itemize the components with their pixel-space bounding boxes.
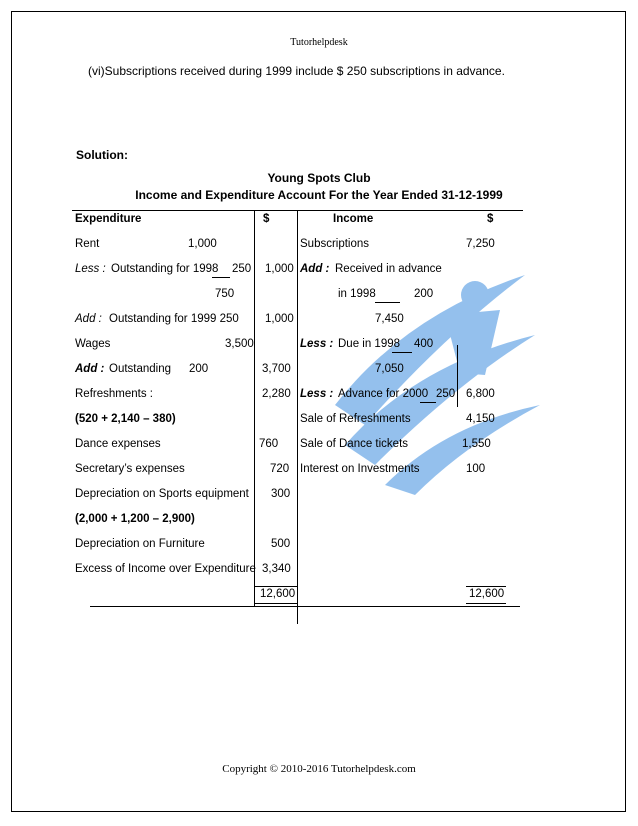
header-exp-currency: $ xyxy=(263,213,270,225)
wages-total: 3,700 xyxy=(262,363,291,375)
sale-dance-label: Sale of Dance tickets xyxy=(300,438,409,450)
solution-label: Solution: xyxy=(76,148,128,162)
outstanding-1998-amount: 250 xyxy=(232,263,252,275)
secretary-label: Secretary’s expenses xyxy=(75,463,185,475)
column-divider-exp-amount xyxy=(254,210,255,606)
dep-sports-calc: (2,000 + 1,200 – 2,900) xyxy=(75,513,195,525)
dance-amount: 760 xyxy=(259,438,279,450)
column-divider-middle xyxy=(297,210,298,624)
rent-amount: 1,000 xyxy=(188,238,217,250)
due-1998-amount: 400 xyxy=(414,338,434,350)
header-inc-currency: $ xyxy=(487,213,494,225)
dep-sports-amount: 300 xyxy=(271,488,291,500)
underline-due-1998 xyxy=(392,352,412,353)
question-note: (vi)Subscriptions received during 1999 include $ 250 subscriptions in advance. xyxy=(88,64,505,78)
excess-label: Excess of Income over Expenditure xyxy=(75,563,256,575)
wages-label: Wages xyxy=(75,338,111,350)
sale-refreshments-amount: 4,150 xyxy=(466,413,495,425)
outstanding-1998-label: Outstanding for 1998 xyxy=(111,263,219,275)
header-income: Income xyxy=(333,213,374,225)
sale-refreshments-label: Sale of Refreshments xyxy=(300,413,411,425)
refreshments-amount: 2,280 xyxy=(262,388,291,400)
club-name: Young Spots Club xyxy=(267,171,371,185)
rent-subtotal: 750 xyxy=(215,288,235,300)
page-footer: Copyright © 2010-2016 Tutorhelpdesk.com xyxy=(222,763,416,775)
underline-outstanding-1998 xyxy=(212,277,230,278)
excess-amount: 3,340 xyxy=(262,563,291,575)
account-title: Income and Expenditure Account For the Year Ended 31-12-1999 xyxy=(135,188,503,202)
header-expenditure: Expenditure xyxy=(75,213,142,225)
underline-advance-2000 xyxy=(420,402,436,403)
exp-total-bottom-rule xyxy=(255,603,297,604)
subs-label: Subscriptions xyxy=(300,238,370,250)
wages-add-label: Add : xyxy=(75,363,105,375)
income-less2-label: Less : xyxy=(300,388,334,400)
underline-in-1998 xyxy=(375,302,400,303)
advance-2000-amount: 250 xyxy=(436,388,456,400)
dep-furniture-amount: 500 xyxy=(271,538,291,550)
subs-amount: 7,250 xyxy=(466,238,495,250)
dep-furniture-label: Depreciation on Furniture xyxy=(75,538,205,550)
inc-total-top-rule xyxy=(466,586,506,587)
column-divider-inc-partial xyxy=(457,345,458,407)
dep-sports-label: Depreciation on Sports equipment xyxy=(75,488,249,500)
dance-label: Dance expenses xyxy=(75,438,161,450)
due-1998-label: Due in 1998 xyxy=(338,338,401,350)
rent-final: 1,000 xyxy=(265,313,294,325)
advance-2000-label: Advance for 2000 xyxy=(338,388,429,400)
subs-net: 6,800 xyxy=(466,388,495,400)
wages-outstanding-amount: 200 xyxy=(189,363,209,375)
subtotal-2: 7,050 xyxy=(375,363,404,375)
interest-label: Interest on Investments xyxy=(300,463,420,475)
wages-outstanding-label: Outstanding xyxy=(109,363,172,375)
watermark-figure-head xyxy=(461,281,489,309)
income-less-label: Less : xyxy=(300,338,334,350)
in-1998-amount: 200 xyxy=(414,288,434,300)
less-label: Less : xyxy=(75,263,106,275)
received-advance-label: Received in advance xyxy=(335,263,442,275)
table-bottom-rule xyxy=(90,606,520,607)
refreshments-label: Refreshments : xyxy=(75,388,153,400)
add-label: Add : xyxy=(75,313,102,325)
refreshments-calc: (520 + 2,140 – 380) xyxy=(75,413,176,425)
page-header: Tutorhelpdesk xyxy=(290,37,348,48)
exp-total: 12,600 xyxy=(260,588,296,600)
sale-dance-amount: 1,550 xyxy=(462,438,491,450)
subtotal-1: 7,450 xyxy=(375,313,404,325)
rent-label: Rent xyxy=(75,238,100,250)
wages-amount: 3,500 xyxy=(225,338,254,350)
in-1998-label: in 1998 xyxy=(338,288,376,300)
outstanding-1999-text: Outstanding for 1999 250 xyxy=(109,313,239,325)
rent-total: 1,000 xyxy=(265,263,294,275)
secretary-amount: 720 xyxy=(270,463,290,475)
inc-total-bottom-rule xyxy=(466,603,506,604)
inc-total: 12,600 xyxy=(469,588,505,600)
interest-amount: 100 xyxy=(466,463,486,475)
exp-total-top-rule xyxy=(255,586,297,587)
income-add-label: Add : xyxy=(300,263,330,275)
